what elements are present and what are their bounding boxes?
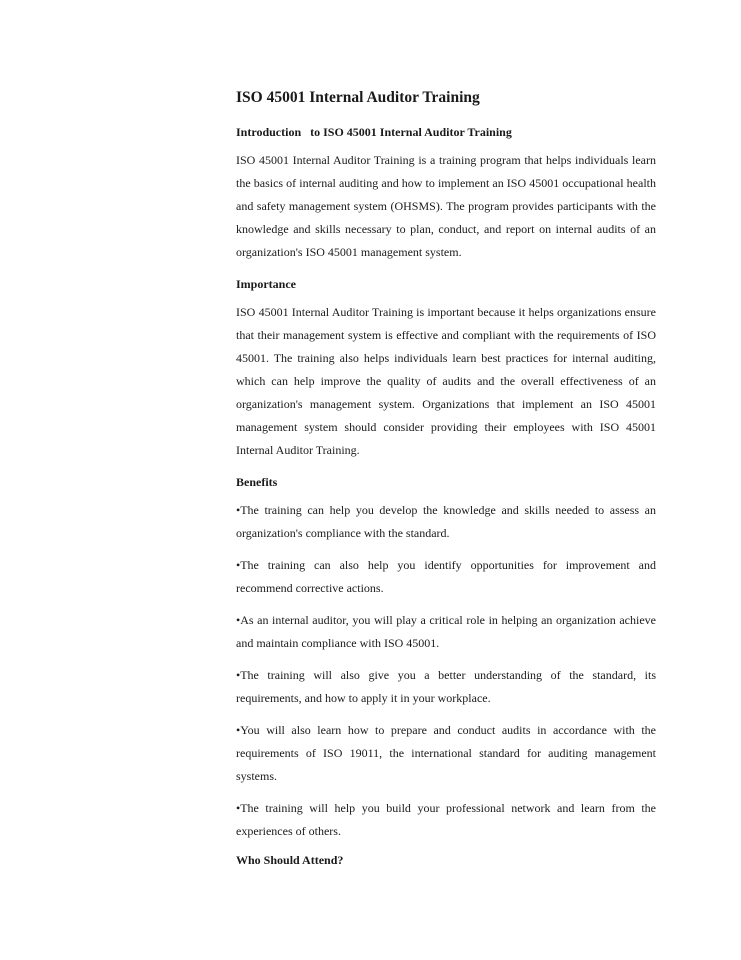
benefits-heading: Benefits	[236, 475, 278, 489]
benefit-item	[236, 664, 656, 710]
bullet-icon: •	[236, 723, 241, 737]
introduction-paragraph: ISO 45001 Internal Auditor Training is a training program that helps individuals learn the basics of internal auditing and how to implement an ISO 45001 occupational health and safety management system (OHSMS). The program provides participants with the knowledge and skills necessary to plan, conduct, and report on internal audits of an organization's ISO 45001 management system.	[236, 153, 656, 259]
importance-paragraph: ISO 45001 Internal Auditor Training is important because it helps organizations ensure that their management system is effective and compliant with the requirements of ISO 45001. The training also helps individuals learn best practices for internal auditing, which can help improve the quality of audits and the overall effectiveness of an organization's management system. Organizations that implement an ISO 45001 management system should consider providing their employees with ISO 45001 Internal Auditor Training.	[236, 305, 656, 457]
benefits-list	[236, 499, 656, 843]
introduction-section	[236, 124, 656, 264]
document-page	[236, 88, 656, 877]
benefit-text: You will also learn how to prepare and conduct audits in accordance with the requirements of ISO 19011, the international standard for auditing management systems.	[236, 723, 656, 783]
benefit-text: The training will help you build your professional network and learn from the experiences of others.	[236, 801, 656, 838]
benefit-item	[236, 609, 656, 655]
importance-section	[236, 276, 656, 462]
benefit-item	[236, 499, 656, 545]
who-should-attend-heading: Who Should Attend?	[236, 853, 344, 867]
benefit-text: The training can also help you identify opportunities for improvement and recommend corrective actions.	[236, 558, 656, 595]
bullet-icon: •	[236, 613, 241, 627]
introduction-heading: Introduction to ISO 45001 Internal Auditor Training	[236, 125, 512, 139]
benefits-section	[236, 474, 656, 843]
bullet-icon: •	[236, 801, 241, 815]
who-should-attend-section	[236, 852, 656, 868]
benefit-item	[236, 797, 656, 843]
benefit-text: As an internal auditor, you will play a critical role in helping an organization achieve and maintain compliance with ISO 45001.	[236, 613, 656, 650]
document-title: ISO 45001 Internal Auditor Training	[236, 89, 480, 106]
bullet-icon: •	[236, 668, 241, 682]
benefit-item	[236, 554, 656, 600]
bullet-icon: •	[236, 558, 241, 572]
benefit-text: The training will also give you a better understanding of the standard, its requirements, and how to apply it in your workplace.	[236, 668, 656, 705]
benefit-text: The training can help you develop the knowledge and skills needed to assess an organization's compliance with the standard.	[236, 503, 656, 540]
bullet-icon: •	[236, 503, 241, 517]
benefit-item	[236, 719, 656, 788]
importance-heading: Importance	[236, 277, 296, 291]
